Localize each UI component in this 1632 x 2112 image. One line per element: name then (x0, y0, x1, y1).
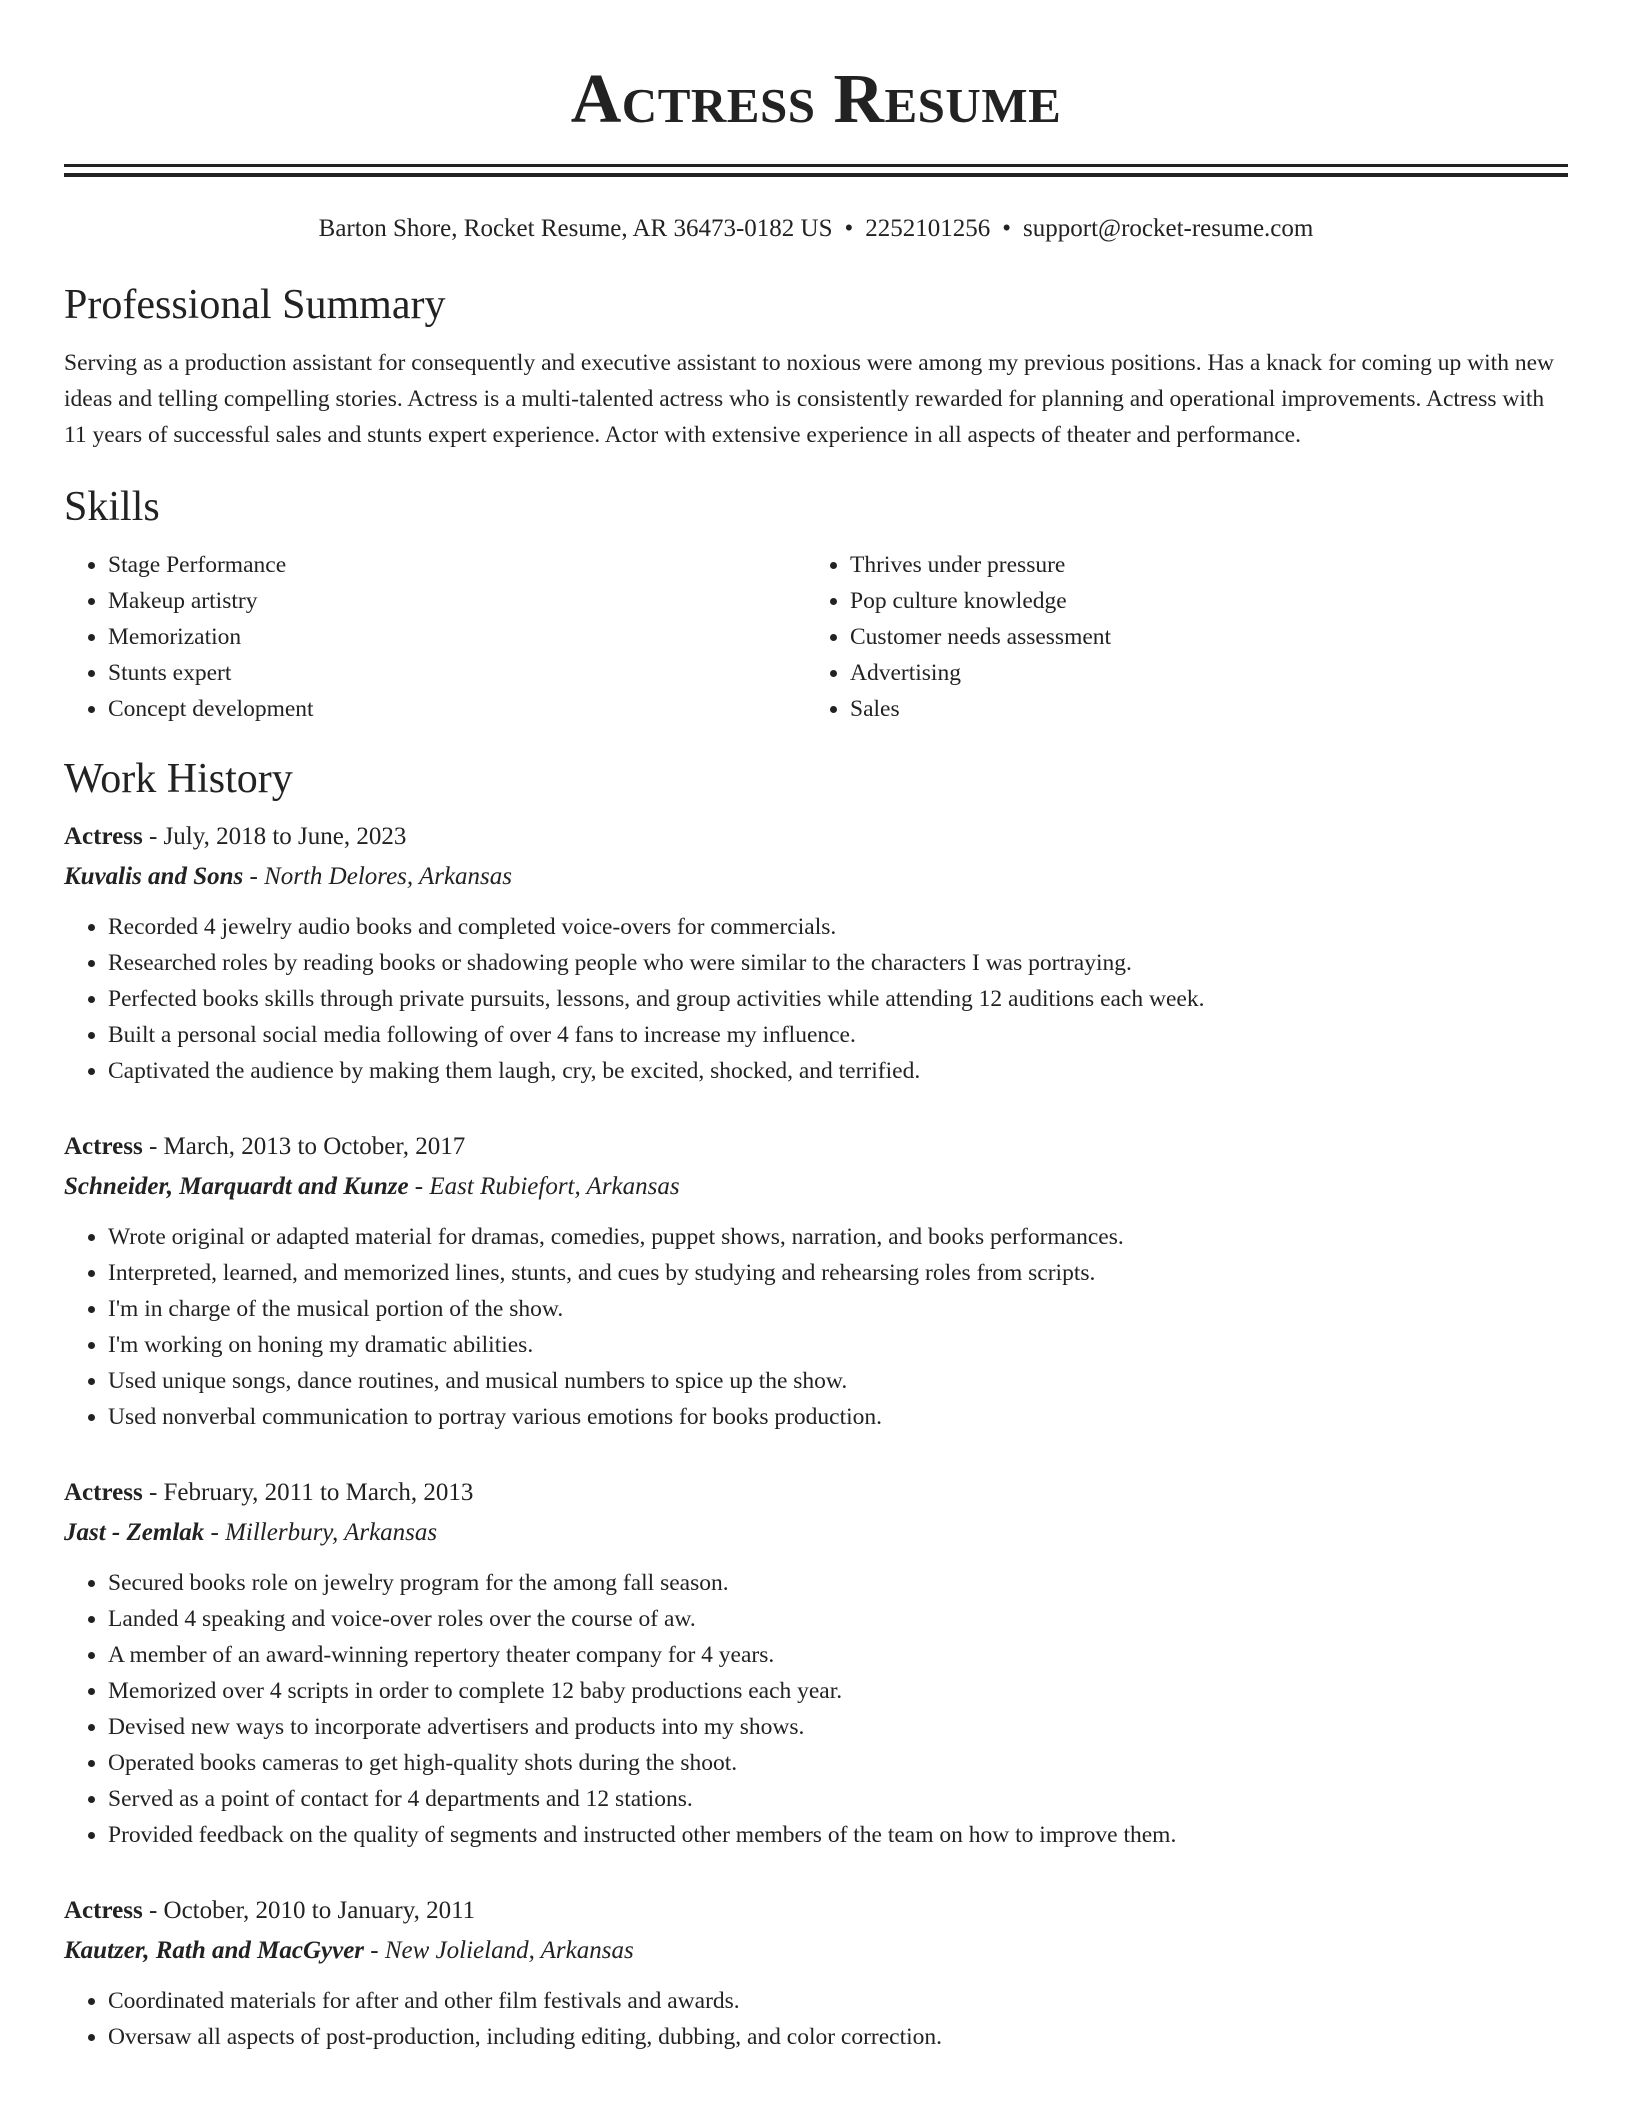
job-entry (64, 1473, 1568, 1853)
job-bullet: • Perfected books skills through private pursuits, lessons, and group activities while attending 12 auditions each week. (108, 981, 1568, 1017)
skill-item: • Memorization (108, 619, 806, 655)
work-history-heading: Work History (64, 756, 293, 802)
job-company: Jast - Zemlak (64, 1519, 205, 1546)
skills-column-right (806, 547, 1548, 727)
job-location: - New Jolieland, Arkansas (364, 1937, 634, 1964)
skill-item: • Customer needs assessment (850, 619, 1548, 655)
job-bullet: • I'm working on honing my dramatic abilities. (108, 1327, 1568, 1363)
skills-heading: Skills (64, 484, 160, 530)
job-bullets (64, 1219, 1568, 1435)
job-bullet: • Used unique songs, dance routines, and musical numbers to spice up the show. (108, 1363, 1568, 1399)
title-rule-bottom (64, 173, 1568, 177)
job-entry (64, 1891, 1568, 2055)
job-bullet: • Researched roles by reading books or shadowing people who were similar to the characters I was portraying. (108, 945, 1568, 981)
contact-line (64, 213, 1568, 245)
job-bullet: • A member of an award-winning repertory theater company for 4 years. (108, 1637, 1568, 1673)
resume-title: Actress Resume (570, 61, 1062, 138)
job-company-line (64, 1931, 1568, 1971)
job-title: Actress (64, 823, 143, 850)
job-title-line (64, 1473, 1568, 1513)
job-company: Schneider, Marquardt and Kunze (64, 1173, 409, 1200)
job-company-line (64, 857, 1568, 897)
job-dates: - October, 2010 to January, 2011 (142, 1897, 476, 1924)
job-bullet: • Secured books role on jewelry program for the among fall season. (108, 1565, 1568, 1601)
job-bullets (64, 1983, 1568, 2055)
skill-item: • Concept development (108, 691, 806, 727)
job-title: Actress (64, 1133, 143, 1160)
skill-item: • Sales (850, 691, 1548, 727)
job-title: Actress (64, 1897, 143, 1924)
job-bullet: • Devised new ways to incorporate advertisers and products into my shows. (108, 1709, 1568, 1745)
job-entry (64, 1127, 1568, 1435)
job-bullets (64, 1565, 1568, 1853)
job-bullet: • Captivated the audience by making them laugh, cry, be excited, shocked, and terrified. (108, 1053, 1568, 1089)
contact-phone: 2252101256 (865, 215, 991, 242)
summary-text: Serving as a production assistant for consequently and executive assistant to noxious were among my previous positions. Has a knack for coming up with new ideas and telling compelling stories. Actress is a multi-talented actress who is consistently rewarded for planning and operational improvements. Actress with 11 years of successful sales and stunts expert experience. Actor with extensive experience in all aspects of theater and performance. (64, 350, 1554, 448)
job-company-line (64, 1513, 1568, 1553)
skill-item: • Stage Performance (108, 547, 806, 583)
job-bullets (64, 909, 1568, 1089)
job-company-line (64, 1167, 1568, 1207)
contact-separator: • (844, 215, 854, 242)
job-dates: - March, 2013 to October, 2017 (142, 1133, 466, 1160)
contact-separator: • (1002, 215, 1012, 242)
job-title-line (64, 817, 1568, 857)
job-bullet: • Landed 4 speaking and voice-over roles over the course of aw. (108, 1601, 1568, 1637)
job-bullet: • Interpreted, learned, and memorized lines, stunts, and cues by studying and rehearsing roles from scripts. (108, 1255, 1568, 1291)
job-bullet: • Built a personal social media following of over 4 fans to increase my influence. (108, 1017, 1568, 1053)
contact-address: Barton Shore, Rocket Resume, AR 36473-0182 US (318, 215, 833, 242)
job-title-line (64, 1891, 1568, 1931)
job-bullet: • Recorded 4 jewelry audio books and completed voice-overs for commercials. (108, 909, 1568, 945)
job-dates: - July, 2018 to June, 2023 (142, 823, 407, 850)
job-bullet: • Used nonverbal communication to portray various emotions for books production. (108, 1399, 1568, 1435)
skill-item: • Pop culture knowledge (850, 583, 1548, 619)
job-location: - East Rubiefort, Arkansas (408, 1173, 680, 1200)
job-bullet: • Operated books cameras to get high-quality shots during the shoot. (108, 1745, 1568, 1781)
skill-item: • Makeup artistry (108, 583, 806, 619)
job-bullet: • Wrote original or adapted material for dramas, comedies, puppet shows, narration, and books performances. (108, 1219, 1568, 1255)
job-location: - North Delores, Arkansas (243, 863, 512, 890)
job-bullet: • Memorized over 4 scripts in order to complete 12 baby productions each year. (108, 1673, 1568, 1709)
skill-item: • Thrives under pressure (850, 547, 1548, 583)
contact-email: support@rocket-resume.com (1023, 215, 1314, 242)
job-entry (64, 817, 1568, 1089)
job-title-line (64, 1127, 1568, 1167)
job-company: Kautzer, Rath and MacGyver (64, 1937, 365, 1964)
skill-item: • Stunts expert (108, 655, 806, 691)
job-bullet: • I'm in charge of the musical portion of the show. (108, 1291, 1568, 1327)
job-bullet: • Provided feedback on the quality of segments and instructed other members of the team on how to improve them. (108, 1817, 1568, 1853)
job-bullet: • Coordinated materials for after and other film festivals and awards. (108, 1983, 1568, 2019)
summary-heading: Professional Summary (64, 282, 446, 328)
job-title: Actress (64, 1479, 143, 1506)
job-bullet: • Oversaw all aspects of post-production, including editing, dubbing, and color correction. (108, 2019, 1568, 2055)
title-rule-top (64, 164, 1568, 167)
skills-column-left (64, 547, 806, 727)
job-location: - Millerbury, Arkansas (204, 1519, 438, 1546)
skill-item: • Advertising (850, 655, 1548, 691)
job-dates: - February, 2011 to March, 2013 (142, 1479, 474, 1506)
job-bullet: • Served as a point of contact for 4 departments and 12 stations. (108, 1781, 1568, 1817)
job-company: Kuvalis and Sons (64, 863, 244, 890)
skills-list (64, 547, 1568, 727)
